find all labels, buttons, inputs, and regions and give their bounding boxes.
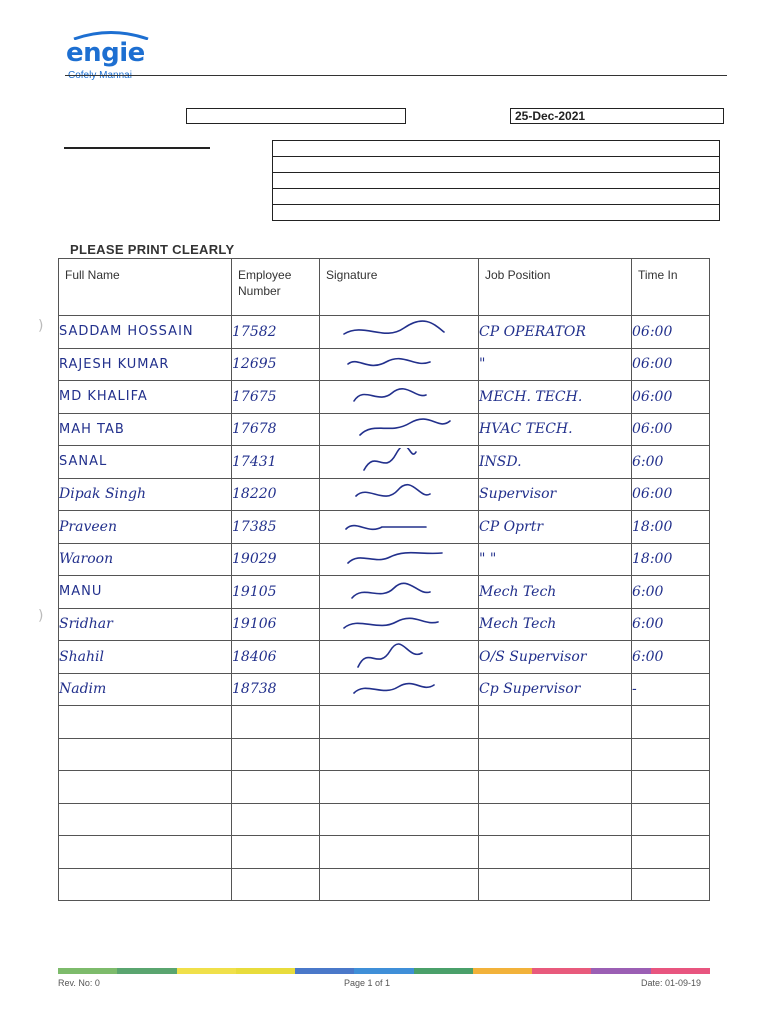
title-field [186, 108, 406, 124]
handwritten-signature [334, 383, 464, 411]
cell-full-name: MAH TAB [59, 413, 232, 446]
info-field [272, 204, 720, 221]
table-row [59, 673, 710, 706]
color-bar-segment [295, 968, 354, 974]
info-field [272, 140, 720, 156]
cell-time-in: 06:00 [632, 348, 710, 381]
cell-time-in: 6:00 [632, 446, 710, 479]
cell-employee-number: 19106 [232, 608, 320, 641]
cell-full-name: MD KHALIFA [59, 381, 232, 414]
cell-employee-number: 19105 [232, 576, 320, 609]
cell-job-position: CP OPERATOR [479, 316, 632, 349]
empty-cell [232, 771, 320, 804]
color-bar-segment [117, 968, 176, 974]
empty-cell [320, 738, 479, 771]
info-field [272, 156, 720, 172]
empty-table-row [59, 771, 710, 804]
empty-cell [320, 803, 479, 836]
empty-cell [232, 836, 320, 869]
cell-employee-number: 17678 [232, 413, 320, 446]
cell-employee-number: 18220 [232, 478, 320, 511]
table-row [59, 543, 710, 576]
empty-cell [320, 868, 479, 901]
color-bar-segment [354, 968, 413, 974]
company-logo [64, 30, 164, 78]
empty-cell [632, 803, 710, 836]
handwritten-signature [334, 675, 464, 703]
handwritten-signature [334, 578, 464, 606]
cell-job-position: INSD. [479, 446, 632, 479]
empty-cell [479, 868, 632, 901]
table-row [59, 641, 710, 674]
handwritten-signature [334, 610, 464, 638]
cell-time-in: 6:00 [632, 576, 710, 609]
logo-subtitle [68, 70, 132, 82]
info-fields [272, 140, 720, 221]
cell-full-name: Nadim [59, 673, 232, 706]
empty-cell [320, 706, 479, 739]
date-field: 25-Dec-2021 [510, 108, 724, 124]
cell-signature [320, 478, 479, 511]
table-row [59, 381, 710, 414]
empty-cell [59, 803, 232, 836]
empty-cell [59, 706, 232, 739]
empty-cell [632, 868, 710, 901]
empty-table-row [59, 803, 710, 836]
empty-cell [232, 738, 320, 771]
header-time-in: Time In [632, 259, 710, 316]
cell-time-in: 18:00 [632, 543, 710, 576]
header-employee-number: Employee Number [232, 259, 320, 316]
logo-word: engie [66, 38, 145, 68]
empty-table-row [59, 706, 710, 739]
empty-cell [479, 803, 632, 836]
empty-cell [479, 706, 632, 739]
cell-signature [320, 316, 479, 349]
cell-employee-number: 17385 [232, 511, 320, 544]
empty-cell [232, 706, 320, 739]
cell-signature [320, 348, 479, 381]
empty-cell [59, 738, 232, 771]
cell-job-position: CP Oprtr [479, 511, 632, 544]
cell-employee-number: 18406 [232, 641, 320, 674]
table-header-row [59, 259, 710, 316]
header-full-name: Full Name [59, 259, 232, 316]
color-bar-segment [651, 968, 710, 974]
footer-date: Date: 01-09-19 [641, 978, 702, 988]
cell-job-position: " [479, 348, 632, 381]
label-underline [64, 147, 210, 149]
info-field [272, 172, 720, 188]
color-bar-segment [236, 968, 295, 974]
cell-signature [320, 446, 479, 479]
empty-cell [59, 868, 232, 901]
header-divider [65, 75, 727, 76]
cell-employee-number: 17582 [232, 316, 320, 349]
footer-page: Page 1 of 1 [344, 978, 391, 988]
cell-job-position: O/S Supervisor [479, 641, 632, 674]
handwritten-signature [334, 448, 464, 476]
cell-job-position: Supervisor [479, 478, 632, 511]
color-bar-segment [473, 968, 532, 974]
empty-cell [232, 868, 320, 901]
cell-time-in: 06:00 [632, 381, 710, 414]
cell-signature [320, 673, 479, 706]
cell-full-name: RAJESH KUMAR [59, 348, 232, 381]
empty-cell [479, 836, 632, 869]
attendance-table [58, 258, 710, 901]
empty-cell [479, 738, 632, 771]
cell-signature [320, 608, 479, 641]
empty-cell [632, 836, 710, 869]
color-bar-segment [591, 968, 650, 974]
table-row [59, 478, 710, 511]
empty-cell [320, 771, 479, 804]
binder-hole-mark: ) [38, 318, 44, 334]
cell-employee-number: 17431 [232, 446, 320, 479]
cell-full-name: Shahil [59, 641, 232, 674]
cell-employee-number: 19029 [232, 543, 320, 576]
cell-time-in: 18:00 [632, 511, 710, 544]
cell-employee-number: 17675 [232, 381, 320, 414]
footer-color-bar [58, 968, 710, 974]
color-bar-segment [177, 968, 236, 974]
handwritten-signature [334, 415, 464, 443]
cell-full-name: MANU [59, 576, 232, 609]
cell-full-name: Praveen [59, 511, 232, 544]
empty-cell [632, 738, 710, 771]
print-clearly-note: PLEASE PRINT CLEARLY [70, 242, 235, 257]
cell-job-position: Cp Supervisor [479, 673, 632, 706]
cell-full-name: SANAL [59, 446, 232, 479]
handwritten-signature [334, 318, 464, 346]
cell-job-position: MECH. TECH. [479, 381, 632, 414]
table-row [59, 446, 710, 479]
handwritten-signature [334, 480, 464, 508]
cell-time-in: - [632, 673, 710, 706]
cell-employee-number: 12695 [232, 348, 320, 381]
table-row [59, 576, 710, 609]
cell-job-position: Mech Tech [479, 608, 632, 641]
handwritten-signature [334, 545, 464, 573]
cell-signature [320, 511, 479, 544]
cell-signature [320, 543, 479, 576]
header-signature: Signature [320, 259, 479, 316]
cell-signature [320, 413, 479, 446]
empty-table-row [59, 738, 710, 771]
cell-time-in: 6:00 [632, 641, 710, 674]
cell-signature [320, 381, 479, 414]
table-row [59, 316, 710, 349]
empty-table-row [59, 836, 710, 869]
header-job-position: Job Position [479, 259, 632, 316]
table-row [59, 348, 710, 381]
info-field [272, 188, 720, 204]
cell-time-in: 06:00 [632, 316, 710, 349]
handwritten-signature [334, 513, 464, 541]
handwritten-signature [334, 643, 464, 671]
empty-table-row [59, 868, 710, 901]
empty-cell [320, 836, 479, 869]
cell-job-position: " " [479, 543, 632, 576]
binder-hole-mark: ) [38, 608, 44, 624]
cell-time-in: 06:00 [632, 413, 710, 446]
cell-signature [320, 576, 479, 609]
color-bar-segment [532, 968, 591, 974]
cell-job-position: HVAC TECH. [479, 413, 632, 446]
color-bar-segment [414, 968, 473, 974]
cell-employee-number: 18738 [232, 673, 320, 706]
empty-cell [479, 771, 632, 804]
cell-job-position: Mech Tech [479, 576, 632, 609]
color-bar-segment [58, 968, 117, 974]
table-row [59, 413, 710, 446]
footer-revision: Rev. No: 0 [58, 978, 100, 988]
empty-cell [59, 771, 232, 804]
cell-full-name: Dipak Singh [59, 478, 232, 511]
empty-cell [632, 771, 710, 804]
cell-time-in: 06:00 [632, 478, 710, 511]
empty-cell [232, 803, 320, 836]
cell-full-name: SADDAM HOSSAIN [59, 316, 232, 349]
empty-cell [59, 836, 232, 869]
table-row [59, 511, 710, 544]
cell-signature [320, 641, 479, 674]
cell-full-name: Sridhar [59, 608, 232, 641]
cell-full-name: Waroon [59, 543, 232, 576]
table-row [59, 608, 710, 641]
cell-time-in: 6:00 [632, 608, 710, 641]
empty-cell [632, 706, 710, 739]
handwritten-signature [334, 350, 464, 378]
